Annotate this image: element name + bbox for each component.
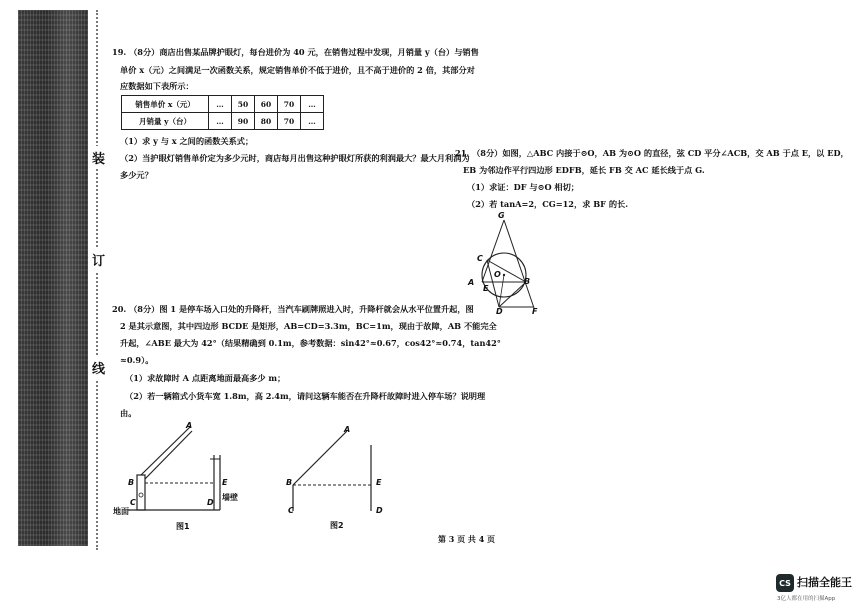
table-cell: …: [301, 96, 324, 113]
table-cell: …: [209, 113, 232, 130]
q20-part2b: 由。: [120, 408, 137, 418]
table-row: [122, 113, 324, 130]
fig1-label-e: E: [222, 478, 228, 487]
table-cell: 销售单价 x（元）: [122, 96, 209, 113]
fig1-wall-label: 墙壁: [222, 493, 238, 502]
fig2-caption: 图2: [330, 521, 344, 530]
q20-line2: 2 是其示意图，其中四边形 BCDE 是矩形，AB=CD=3.3m，BC=1m，现由于故障，AB 不能完全: [120, 321, 497, 331]
table-cell: 70: [278, 96, 301, 113]
q21-label-d: D: [496, 307, 503, 316]
q21-label-a: A: [468, 278, 475, 287]
fig1-label-b: B: [128, 478, 135, 487]
camscanner-logo: CS: [776, 574, 794, 592]
q19-part1: （1）求 y 与 x 之间的函数关系式；: [120, 136, 254, 146]
table-cell: 70: [278, 113, 301, 130]
q21-circle-diagram: [470, 210, 560, 320]
fig1-diagram: [110, 415, 260, 535]
q21-label-g: G: [498, 211, 505, 220]
table-cell: …: [209, 96, 232, 113]
q20-line4: ≈0.9）。: [120, 355, 154, 365]
fig1-caption: 图1: [176, 522, 190, 531]
fig1-label-d: D: [207, 498, 214, 507]
fig2-label-c: C: [288, 506, 294, 515]
q20-part2a: （2）若一辆箱式小货车宽 1.8m，高 2.4m，请问这辆车能否在升降杆故障时进入停车场？说明理: [125, 391, 486, 401]
fig1-label-c: C: [130, 498, 136, 507]
fig2-label-b: B: [286, 478, 293, 487]
q19-table: [121, 95, 324, 130]
q20-line3: 升起，∠ABE 最大为 42°（结果精确到 0.1m，参考数据：sin42°≈0.67，cos42°≈0.74，tan42°: [120, 338, 501, 348]
q19-part2a: （2）当护眼灯销售单价定为多少元时，商店每月出售这种护眼灯所获的利润最大？最大月利润为: [120, 153, 470, 163]
binding-mark-zhuang: 装: [92, 146, 105, 169]
fig1-ground-label: 地面: [113, 507, 129, 516]
page-number: 第 3 页 共 4 页: [438, 534, 496, 544]
fig1-label-a: A: [186, 421, 193, 430]
binding-mark-xian: 线: [92, 356, 105, 379]
q21-label-c: C: [477, 254, 483, 263]
camscanner-tagline: 3亿人都在用的扫描App: [777, 596, 836, 602]
q21-line2: EB 为邻边作平行四边形 EDFB，延长 FB 交 AC 延长线于点 G.: [463, 165, 705, 175]
table-cell: 60: [255, 96, 278, 113]
table-cell: 90: [232, 113, 255, 130]
q21-line1: 21. （8分）如图，△ABC 内接于⊙O，AB 为⊙O 的直径，弦 CD 平分∠ACB，交 AB 于点 E，以 ED，: [455, 148, 849, 158]
q20-line1: 20. （8分）图 1 是停车场入口处的升降杆，当汽车刷牌照进入时，升降杆就会从水平位置升起，图: [112, 304, 474, 314]
fig2-label-d: D: [376, 506, 383, 515]
q21-label-f: F: [532, 307, 538, 316]
table-cell: 50: [232, 96, 255, 113]
q19-part2b: 多少元？: [120, 170, 153, 180]
q19-line3: 应数据如下表所示：: [120, 81, 194, 91]
camscanner-name: 扫描全能王: [797, 576, 852, 589]
q20-part1: （1）求故障时 A 点距离地面最高多少 m；: [125, 373, 286, 383]
q21-label-b: B: [524, 277, 531, 286]
fig2-label-a: A: [344, 425, 351, 434]
table-cell: …: [301, 113, 324, 130]
table-row: [122, 96, 324, 113]
q21-label-e: E: [483, 284, 489, 293]
binding-strip: [18, 10, 88, 546]
q21-part2: （2）若 tanA=2，CG=12，求 BF 的长.: [467, 199, 629, 209]
table-cell: 月销量 y（台）: [122, 113, 209, 130]
q21-part1: （1）求证：DF 与⊙O 相切；: [467, 182, 579, 192]
q21-label-o: O: [494, 270, 501, 279]
q19-line1: 19. （8分）商店出售某品牌护眼灯，每台进价为 40 元，在销售过程中发现，月销量 y（台）与销售: [112, 47, 479, 57]
binding-mark-ding: 订: [92, 248, 105, 271]
q19-line2: 单价 x（元）之间满足一次函数关系，规定销售单价不低于进价，且不高于进价的 2 倍，其部分对: [120, 65, 475, 75]
binding-dotted-line: [96, 10, 98, 550]
table-cell: 80: [255, 113, 278, 130]
fig2-label-e: E: [376, 478, 382, 487]
